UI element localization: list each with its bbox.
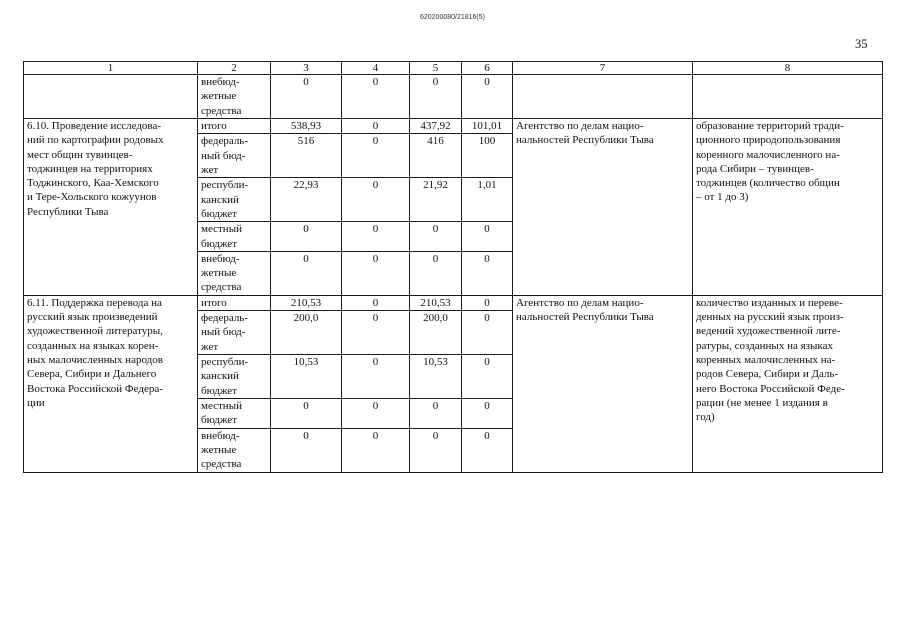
value-cell: 437,92 [410, 119, 462, 134]
value-cell: 0 [342, 178, 410, 222]
value-cell: 10,53 [271, 355, 342, 399]
value-cell: 0 [410, 428, 462, 472]
table-row [24, 295, 883, 310]
value-cell: 0 [342, 399, 410, 429]
value-cell: 101,01 [462, 119, 513, 134]
funding-source-cell: внебюд- жетные средства [198, 428, 271, 472]
value-cell: 0 [462, 428, 513, 472]
column-number: 2 [198, 62, 271, 75]
value-cell: 0 [342, 251, 410, 295]
value-cell: 0 [342, 134, 410, 178]
page-number: 35 [855, 37, 868, 51]
result-cell-empty [693, 75, 883, 119]
value-cell: 0 [410, 399, 462, 429]
column-number: 7 [513, 62, 693, 75]
column-number: 3 [271, 62, 342, 75]
funding-source-cell: итого [198, 295, 271, 310]
value-cell: 22,93 [271, 178, 342, 222]
value-cell: 10,53 [410, 355, 462, 399]
value-cell: 0 [342, 222, 410, 252]
value-cell: 0 [462, 295, 513, 310]
expected-result-6-10: образование территорий тради- ционного природопользования коренного малочисленного на- рода Сибири – тувинцев- тоджинцев (количество общин – от 1 до 3) [693, 119, 883, 296]
program-table [23, 61, 883, 473]
value-cell: 0 [410, 251, 462, 295]
value-cell: 0 [462, 355, 513, 399]
value-cell: 0 [271, 399, 342, 429]
value-cell: 0 [342, 75, 410, 119]
column-number: 5 [410, 62, 462, 75]
table-row [24, 119, 883, 134]
value-cell: 0 [462, 251, 513, 295]
value-cell: 516 [271, 134, 342, 178]
funding-source-cell: федераль- ный бюд- жет [198, 134, 271, 178]
value-cell: 0 [342, 428, 410, 472]
value-cell: 0 [462, 399, 513, 429]
column-number: 4 [342, 62, 410, 75]
value-cell: 0 [342, 311, 410, 355]
funding-source-cell: республи- канский бюджет [198, 355, 271, 399]
expected-result-6-11: количество изданных и переве- денных на русский язык произ- ведений художественной лите- ратуры, созданных на языках коренных малочисленных на- родов Севера, Сибири и Даль- него Востока Российской Феде- рации (не менее 1 издания в год) [693, 295, 883, 472]
funding-source-cell: местный бюджет [198, 399, 271, 429]
value-cell: 100 [462, 134, 513, 178]
table-row [24, 75, 883, 119]
column-number: 6 [462, 62, 513, 75]
value-cell: 200,0 [271, 311, 342, 355]
funding-source-cell: федераль- ный бюд- жет [198, 311, 271, 355]
funding-source-cell: местный бюджет [198, 222, 271, 252]
responsible-agency-6-10: Агентство по делам нацио- нальностей Республики Тыва [513, 119, 693, 296]
value-cell: 0 [342, 295, 410, 310]
value-cell: 1,01 [462, 178, 513, 222]
column-number: 8 [693, 62, 883, 75]
document-stamp: 620200080/21816(5) [419, 14, 485, 21]
value-cell: 0 [462, 222, 513, 252]
value-cell: 210,53 [271, 295, 342, 310]
measure-description-6-10: 6.10. Проведение исследова- ний по картографии родовых мест общин тувинцев- тоджинцев на территориях Тоджинского, Каа-Хемского и Tepe-Хольского кожуунов Республики Тыва [24, 119, 198, 296]
column-number: 1 [24, 62, 198, 75]
measure-description-6-11: 6.11. Поддержка перевода на русский язык произведений художественной литературы, созданных на языках корен- ных малочисленных народов Севера, Сибири и Дальнего Востока Российской Федера- ции [24, 295, 198, 472]
value-cell: 0 [271, 251, 342, 295]
value-cell: 0 [462, 75, 513, 119]
value-cell: 0 [342, 119, 410, 134]
value-cell: 0 [271, 75, 342, 119]
value-cell: 538,93 [271, 119, 342, 134]
value-cell: 0 [410, 75, 462, 119]
funding-source-cell: итого [198, 119, 271, 134]
value-cell: 0 [271, 222, 342, 252]
responsible-agency-6-11: Агентство по делам нацио- нальностей Республики Тыва [513, 295, 693, 472]
value-cell: 0 [342, 355, 410, 399]
agency-cell-empty [513, 75, 693, 119]
funding-source-cell: внебюд- жетные средства [198, 251, 271, 295]
value-cell: 416 [410, 134, 462, 178]
funding-source-cell: республи- канский бюджет [198, 178, 271, 222]
value-cell: 0 [410, 222, 462, 252]
value-cell: 0 [462, 311, 513, 355]
value-cell: 210,53 [410, 295, 462, 310]
value-cell: 0 [271, 428, 342, 472]
value-cell: 21,92 [410, 178, 462, 222]
value-cell: 200,0 [410, 311, 462, 355]
description-cell-empty [24, 75, 198, 119]
column-number-row [24, 62, 883, 75]
funding-source-cell: внебюд- жетные средства [198, 75, 271, 119]
